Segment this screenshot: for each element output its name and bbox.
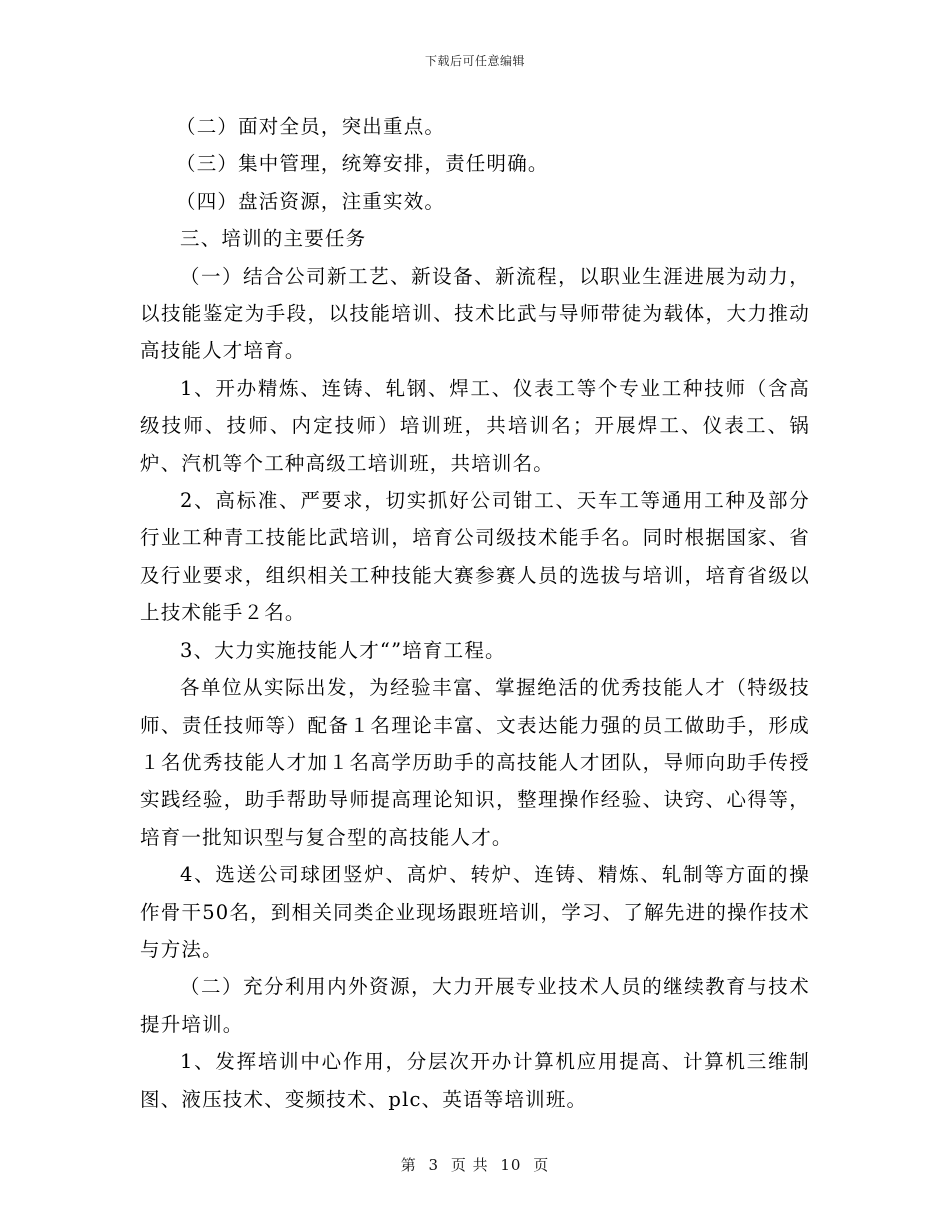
document-body: [140, 108, 810, 1118]
paragraph-item-4: 4、选送公司球团竖炉、高炉、转炉、连铸、精炼、轧制等方面的操作骨干50名，到相关同类企业现场跟班培训，学习、了解先进的操作技术与方法。: [140, 863, 810, 961]
footer-page-number: 3: [428, 1156, 440, 1174]
footer-suffix: 页: [533, 1156, 550, 1174]
section-heading-3: 三、培训的主要任务: [180, 227, 367, 251]
paragraph-task-2: （二）充分利用内外资源，大力开展专业技术人员的继续教育与技术提升培训。: [140, 975, 810, 1036]
paragraph-4: （四）盘活资源，注重实效。: [176, 189, 446, 213]
footer-page-total: 10: [500, 1156, 522, 1174]
page-header: 下载后可任意编辑: [424, 54, 525, 68]
paragraph-item-2-1: 1、发挥培训中心作用，分层次开办计算机应用提高、计算机三维制图、液压技术、变频技术、plc、英语等培训班。: [140, 1050, 810, 1111]
paragraph-3: （三）集中管理，统筹安排，责任明确。: [176, 152, 549, 176]
paragraph-item-3: 3、大力实施技能人才“”培育工程。: [180, 638, 506, 662]
paragraph-2: （二）面对全员，突出重点。: [176, 115, 446, 138]
paragraph-item-2: 2、高标准、严要求，切实抓好公司钳工、天车工等通用工种及部分行业工种青工技能比武培训，培育公司级技术能手名。同时根据国家、省及行业要求，组织相关工种技能大赛参赛人员的选拔与培训，培育省级以上技术能手２名。: [140, 489, 810, 625]
footer-middle: 页 共: [450, 1156, 489, 1174]
paragraph-item-1: 1、开办精炼、连铸、轧钢、焊工、仪表工等个专业工种技师（含高级技师、技师、内定技师）培训班，共培训名；开展焊工、仪表工、锅炉、汽机等个工种高级工培训班，共培训名。: [140, 376, 810, 475]
paragraph-task-1: （一）结合公司新工艺、新设备、新流程，以职业生涯进展为动力，以技能鉴定为手段，以技能培训、技术比武与导师带徒为载体，大力推动高技能人才培育。: [140, 264, 810, 363]
footer-prefix: 第: [400, 1156, 417, 1174]
paragraph-item-3-detail: 各单位从实际出发，为经验丰富、掌握绝活的优秀技能人才（特级技师、责任技师等）配备１名理论丰富、文表达能力强的员工做助手，形成１名优秀技能人才加１名高学历助手的高技能人才团队，导师向助手传授实践经验，助手帮助导师提高理论知识，整理操作经验、诀窍、心得等，培育一批知识型与复合型的高技能人才。: [140, 676, 810, 849]
page-footer: [0, 1154, 950, 1175]
